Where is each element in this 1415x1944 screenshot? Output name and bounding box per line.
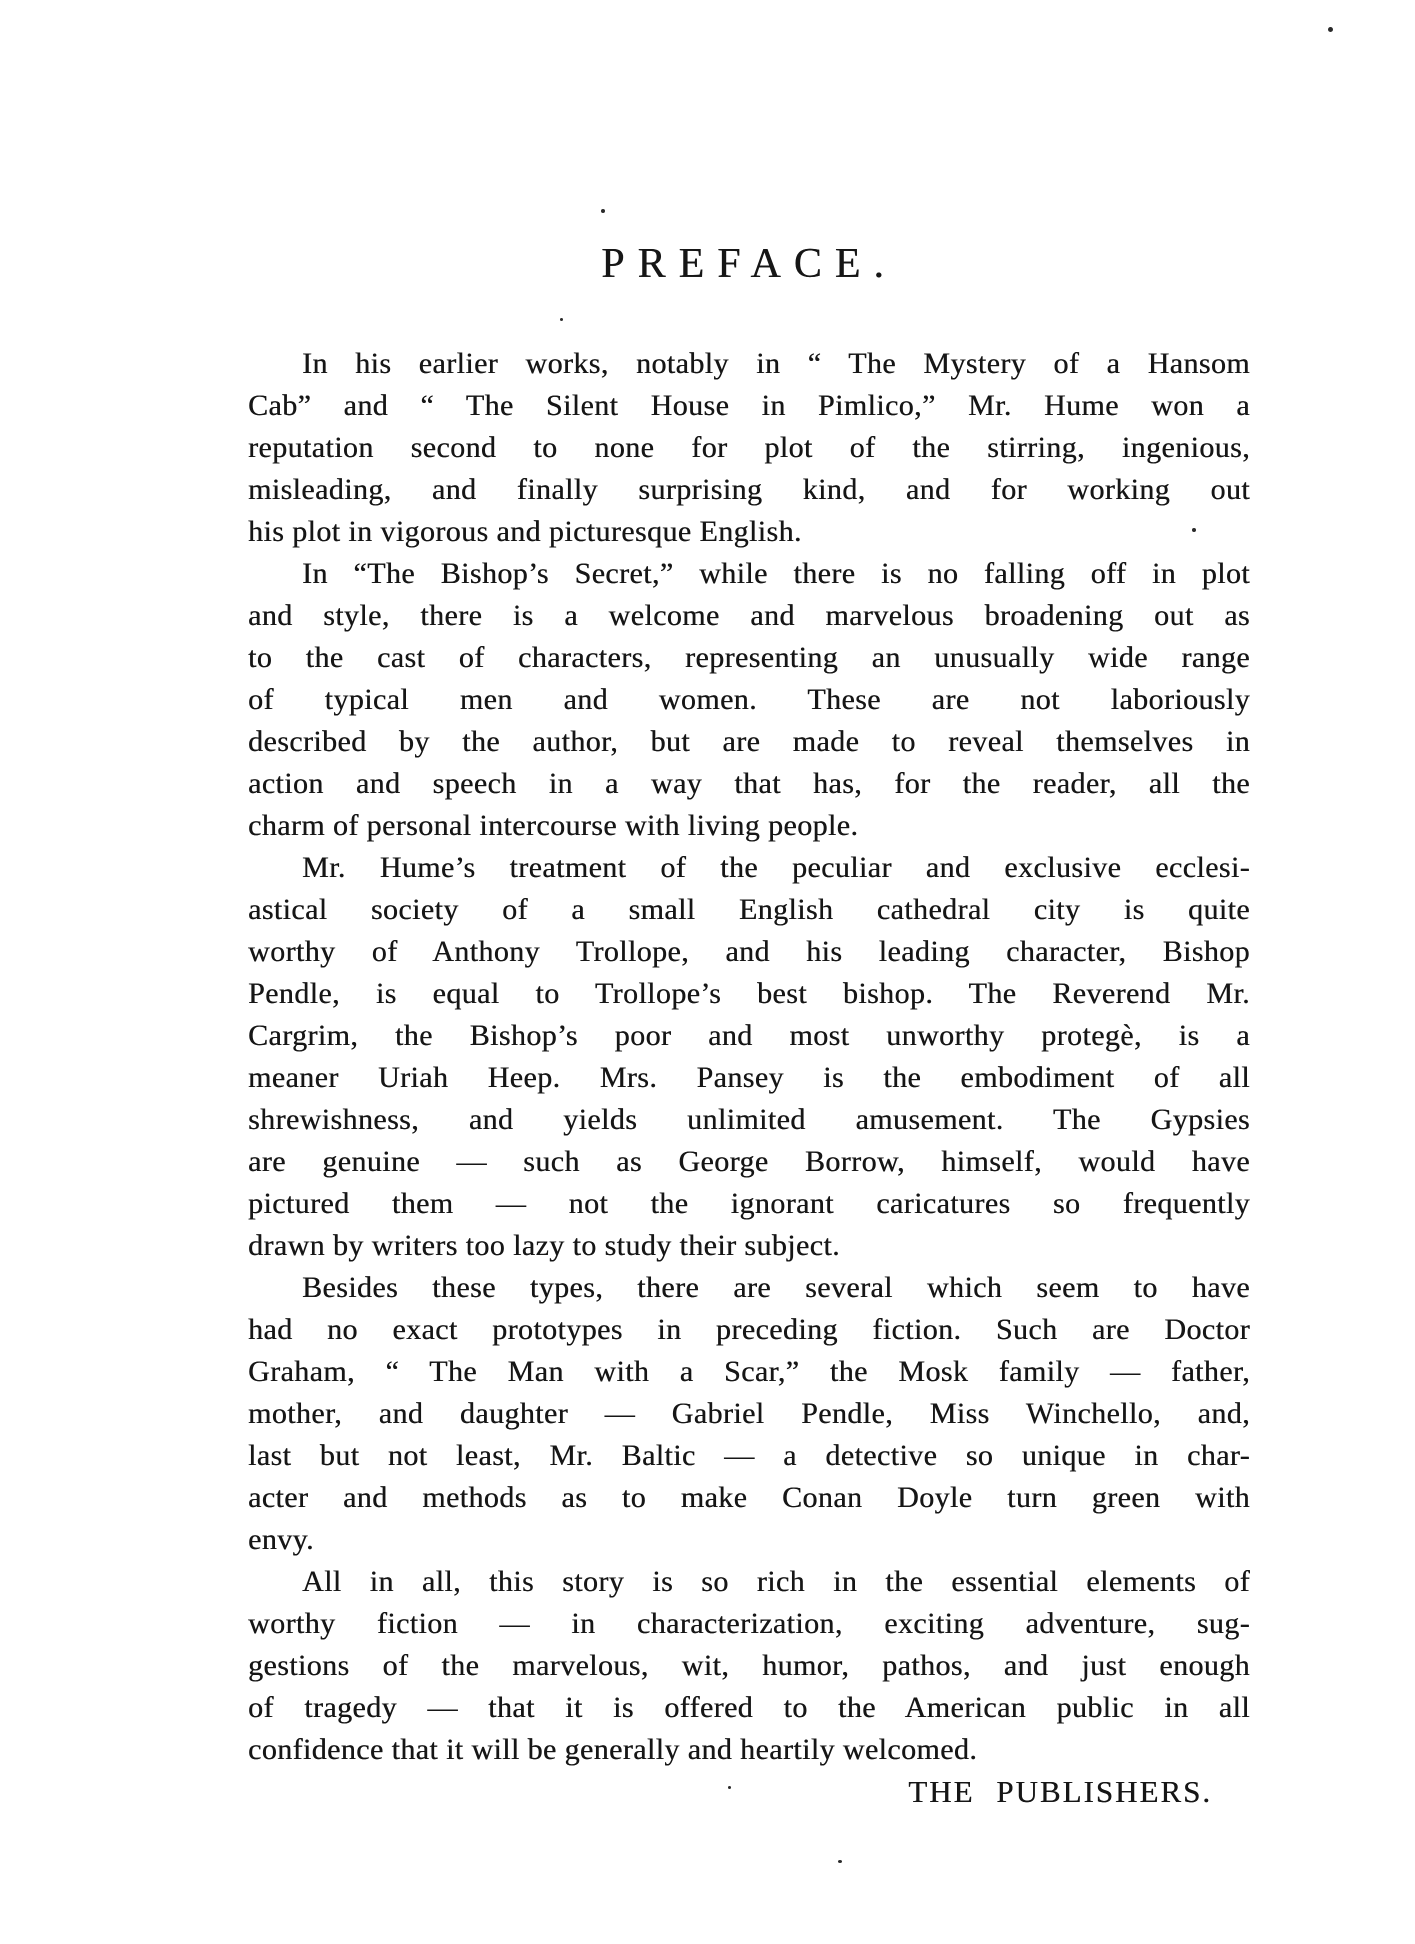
paragraphs xyxy=(248,343,1250,1771)
text-line: envy. xyxy=(248,1523,314,1556)
scan-speck xyxy=(728,1786,731,1789)
text-line: In his earlier works, notably in “ The Mystery of a Hansom xyxy=(302,347,1250,380)
text-line: of tragedy — that it is offered to the American public in all xyxy=(248,1691,1250,1724)
scan-speck xyxy=(1328,27,1333,32)
page-title: PREFACE. xyxy=(601,241,897,287)
text-line: confidence that it will be generally and heartily welcomed. xyxy=(248,1733,978,1766)
text-line: Cab” and “ The Silent House in Pimlico,” Mr. Hume won a xyxy=(248,389,1250,422)
text-line: Pendle, is equal to Trollope’s best bishop. The Reverend Mr. xyxy=(248,977,1250,1010)
text-line: gestions of the marvelous, wit, humor, pathos, and just enough xyxy=(248,1649,1250,1682)
text-line: mother, and daughter — Gabriel Pendle, Miss Winchello, and, xyxy=(248,1397,1250,1430)
text-line: shrewishness, and yields unlimited amusement. The Gypsies xyxy=(248,1103,1250,1136)
preface-body xyxy=(248,343,1250,1813)
text-line: action and speech in a way that has, for the reader, all the xyxy=(248,767,1250,800)
text-line: Cargrim, the Bishop’s poor and most unworthy protegè, is a xyxy=(248,1019,1250,1052)
paragraph xyxy=(248,1561,1250,1771)
scan-speck xyxy=(1192,528,1196,532)
text-line: charm of personal intercourse with living people. xyxy=(248,809,859,842)
text-line: worthy of Anthony Trollope, and his leading character, Bishop xyxy=(248,935,1250,968)
text-line: drawn by writers too lazy to study their subject. xyxy=(248,1229,840,1262)
text-line: Besides these types, there are several which seem to have xyxy=(302,1271,1250,1304)
text-line: In “The Bishop’s Secret,” while there is no falling off in plot xyxy=(302,557,1250,590)
scan-speck xyxy=(560,318,563,321)
text-line: Graham, “ The Man with a Scar,” the Mosk family — father, xyxy=(248,1355,1250,1388)
text-line: pictured them — not the ignorant caricatures so frequently xyxy=(248,1187,1250,1220)
paragraph xyxy=(248,553,1250,847)
text-line: acter and methods as to make Conan Doyle turn green with xyxy=(248,1481,1250,1514)
text-line: reputation second to none for plot of the stirring, ingenious, xyxy=(248,431,1250,464)
text-line: had no exact prototypes in preceding fiction. Such are Doctor xyxy=(248,1313,1250,1346)
text-line: worthy fiction — in characterization, exciting adventure, sug- xyxy=(248,1607,1250,1640)
scan-speck xyxy=(838,1860,842,1863)
text-line: last but not least, Mr. Baltic — a detective so unique in char- xyxy=(248,1439,1250,1472)
paragraph xyxy=(248,1267,1250,1561)
text-line: are genuine — such as George Borrow, himself, would have xyxy=(248,1145,1250,1178)
text-line: misleading, and finally surprising kind, and for working out xyxy=(248,473,1250,506)
text-line: and style, there is a welcome and marvelous broadening out as xyxy=(248,599,1250,632)
paragraph xyxy=(248,847,1250,1267)
text-line: Mr. Hume’s treatment of the peculiar and exclusive ecclesi- xyxy=(302,851,1250,884)
text-line: of typical men and women. These are not laboriously xyxy=(248,683,1250,716)
text-line: All in all, this story is so rich in the essential elements of xyxy=(302,1565,1250,1598)
text-line: meaner Uriah Heep. Mrs. Pansey is the embodiment of all xyxy=(248,1061,1250,1094)
text-line: described by the author, but are made to reveal themselves in xyxy=(248,725,1250,758)
text-line: to the cast of characters, representing an unusually wide range xyxy=(248,641,1250,674)
paragraph xyxy=(248,343,1250,553)
text-line: his plot in vigorous and picturesque English. xyxy=(248,515,802,548)
publishers-signature: THE PUBLISHERS. xyxy=(908,1774,1212,1809)
scan-speck xyxy=(601,209,605,213)
text-line: astical society of a small English cathedral city is quite xyxy=(248,893,1250,926)
